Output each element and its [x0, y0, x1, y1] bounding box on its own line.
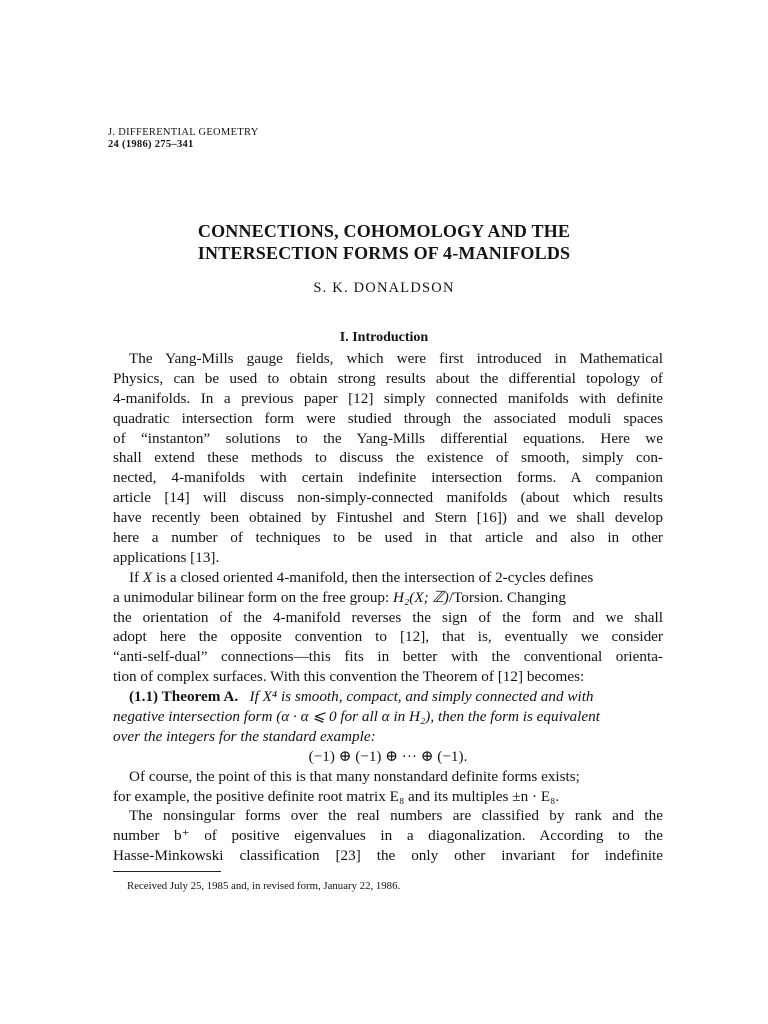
text-line: nected, 4-manifolds with certain indefinite intersection forms. A companion	[113, 469, 663, 487]
math-variable: X	[142, 568, 153, 586]
text-line: here a number of techniques to be used in that article and also in other	[113, 529, 663, 547]
text-line: for example, the positive definite root matrix E₈ and its multiples ±n · E₈.	[113, 787, 560, 805]
text-line: article [14] will discuss non-simply-connected manifolds (about which results	[113, 489, 663, 507]
text-line: Physics, can be used to obtain strong results about the differential topology of	[113, 369, 663, 387]
text-span: is a closed oriented 4-manifold, then the intersection of 2-cycles defines	[152, 568, 594, 586]
text-line	[113, 568, 663, 588]
footnote: Received July 25, 1985 and, in revised form, January 22, 1986.	[127, 880, 401, 892]
author-name: S. K. DONALDSON	[313, 280, 455, 296]
journal-volume: 24 (1986) 275–341	[108, 139, 194, 150]
theorem-line: negative intersection form (α · α ⩽ 0 for all α in H₂), then the form is equivalent	[113, 708, 600, 726]
text-line: tion of complex surfaces. With this convention the Theorem of [12] becomes:	[113, 668, 585, 686]
text-line: 4-manifolds. In a previous paper [12] simply connected manifolds with definite	[113, 389, 663, 407]
text-line: Hasse-Minkowski classification [23] the only other invariant for indefinite	[113, 847, 663, 865]
text-line: the orientation of the 4-manifold reverses the sign of the form and we shall	[113, 608, 663, 626]
journal-header	[108, 127, 259, 151]
text-line: Of course, the point of this is that many nonstandard definite forms exists;	[129, 767, 580, 785]
text-span: If	[129, 568, 143, 586]
theorem-line: over the integers for the standard example:	[113, 727, 376, 745]
journal-name: J. DIFFERENTIAL GEOMETRY	[108, 127, 259, 138]
text-line: The nonsingular forms over the real numbers are classified by rank and the	[129, 807, 663, 825]
text-line: applications [13].	[113, 548, 220, 566]
text-line: “anti-self-dual” connections—this fits in better with the conventional orienta-	[113, 648, 663, 666]
text-span: a unimodular bilinear form on the free group:	[113, 588, 394, 606]
title-line: CONNECTIONS, COHOMOLOGY AND THE	[197, 221, 571, 241]
theorem-line	[113, 687, 663, 707]
text-span: /Torsion. Changing	[448, 588, 566, 606]
body-text	[113, 349, 663, 866]
title-line: INTERSECTION FORMS OF 4-MANIFOLDS	[197, 243, 571, 263]
display-equation: (−1) ⊕ (−1) ⊕ ··· ⊕ (−1).	[308, 747, 468, 765]
section-heading: I. Introduction	[339, 330, 429, 345]
paper-title	[100, 220, 668, 264]
theorem-label: (1.1) Theorem A.	[129, 688, 239, 706]
math-formula: H₂(X; ℤ)	[393, 588, 449, 606]
text-line: quadratic intersection form were studied through the associated moduli spaces	[113, 409, 663, 427]
text-line: have recently been obtained by Fintushel and Stern [16]) and we shall develop	[113, 509, 663, 527]
text-line: adopt here the opposite convention to [12], that is, eventually we consider	[113, 628, 663, 646]
text-line: number b⁺ of positive eigenvalues in a diagonalization. According to the	[113, 827, 663, 845]
text-line: shall extend these methods to discuss the existence of smooth, simply con-	[113, 449, 663, 467]
theorem-text: If X⁴ is smooth, compact, and simply connected and with	[249, 688, 594, 706]
text-line	[113, 588, 663, 608]
text-line: of “instanton” solutions to the Yang-Mills differential equations. Here we	[113, 429, 663, 447]
footnote-rule	[113, 871, 221, 872]
text-line: The Yang-Mills gauge fields, which were first introduced in Mathematical	[129, 350, 663, 367]
